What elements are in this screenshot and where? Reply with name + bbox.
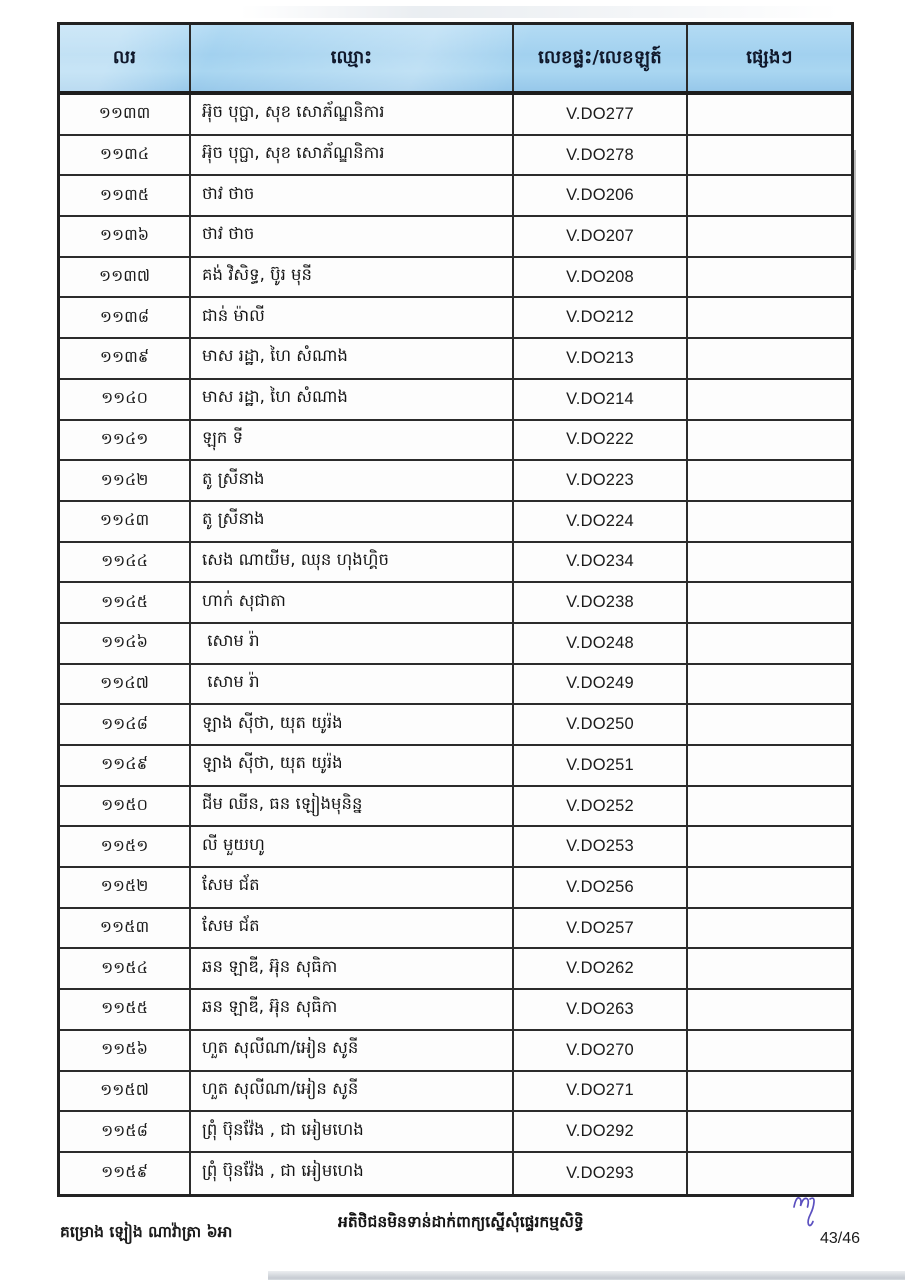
cell-lot: V.DO207: [514, 217, 688, 256]
cell-no: ១១៤២: [60, 461, 191, 500]
cell-name: លី មួយហូ: [191, 827, 514, 866]
cell-no: ១១៣៨: [60, 298, 191, 337]
table-row: [60, 380, 851, 421]
cell-no: ១១៥៧: [60, 1072, 191, 1111]
table-row: [60, 909, 851, 950]
table-row: [60, 217, 851, 258]
page-number: 43/46: [820, 1230, 861, 1247]
cell-lot: V.DO252: [514, 787, 688, 826]
cell-name: ហួត សុលីណា/អៀន សូនី: [191, 1031, 514, 1070]
cell-lot: V.DO208: [514, 258, 688, 297]
footer-project-label: គម្រោង ឡៀង ណាវ៉ាត្រា ៦អា: [60, 1223, 233, 1241]
cell-other: [688, 583, 851, 622]
cell-name: អ៊ុច បុប្ផា, សុខ សោភ័ណ្ឌនិការ: [191, 95, 514, 134]
cell-other: [688, 665, 851, 704]
cell-no: ១១៣៥: [60, 176, 191, 215]
cell-no: ១១៥៣: [60, 909, 191, 948]
cell-no: ១១៥៤: [60, 949, 191, 988]
cell-lot: V.DO224: [514, 502, 688, 541]
cell-other: [688, 909, 851, 948]
cell-lot: V.DO271: [514, 1072, 688, 1111]
table-row: [60, 665, 851, 706]
signature-initials-mark: [791, 1190, 823, 1234]
cell-lot: V.DO213: [514, 339, 688, 378]
cell-lot: V.DO278: [514, 136, 688, 175]
residents-table: [57, 22, 854, 1197]
table-row: [60, 827, 851, 868]
table-row: [60, 1072, 851, 1113]
table-row: [60, 868, 851, 909]
cell-name: សែម ជ័ត: [191, 909, 514, 948]
cell-other: [688, 95, 851, 134]
table-row: [60, 1112, 851, 1153]
table-row: [60, 787, 851, 828]
header-no: លរ: [60, 25, 191, 91]
cell-name: តូ ស្រីនាង: [191, 502, 514, 541]
cell-no: ១១៣៧: [60, 258, 191, 297]
cell-no: ១១៤០: [60, 380, 191, 419]
cell-name: ហាក់ សុជាតា: [191, 583, 514, 622]
cell-other: [688, 176, 851, 215]
cell-no: ១១៣៩: [60, 339, 191, 378]
cell-lot: V.DO206: [514, 176, 688, 215]
cell-other: [688, 217, 851, 256]
cell-no: ១១៤៥: [60, 583, 191, 622]
table-row: [60, 339, 851, 380]
cell-no: ១១៥៦: [60, 1031, 191, 1070]
table-row: [60, 543, 851, 584]
cell-name: ឡាង ស៊ីថា, យុត យូរ៉ង: [191, 746, 514, 785]
cell-other: [688, 258, 851, 297]
cell-other: [688, 543, 851, 582]
cell-no: ១១៥៩: [60, 1153, 191, 1194]
cell-no: ១១៣៦: [60, 217, 191, 256]
cell-lot: V.DO251: [514, 746, 688, 785]
cell-other: [688, 746, 851, 785]
cell-other: [688, 624, 851, 663]
table-row: [60, 583, 851, 624]
cell-no: ១១៥២: [60, 868, 191, 907]
cell-other: [688, 380, 851, 419]
table-row: [60, 95, 851, 136]
cell-name: អ៊ុច បុប្ផា, សុខ សោភ័ណ្ឌនិការ: [191, 136, 514, 175]
table-row: [60, 990, 851, 1031]
cell-no: ១១៤៦: [60, 624, 191, 663]
cell-lot: V.DO256: [514, 868, 688, 907]
cell-other: [688, 1072, 851, 1111]
cell-name: ឆន ឡាឌី, អ៊ុន សុធិកា: [191, 949, 514, 988]
cell-name: មាស រដ្ឋា, ហៃ សំណាង: [191, 339, 514, 378]
cell-no: ១១៥៨: [60, 1112, 191, 1151]
scan-bottom-strip: [268, 1271, 905, 1280]
cell-no: ១១៤៧: [60, 665, 191, 704]
cell-name: តូ ស្រីនាង: [191, 461, 514, 500]
cell-lot: V.DO212: [514, 298, 688, 337]
cell-no: ១១៥០: [60, 787, 191, 826]
scan-smudge: [240, 6, 840, 18]
cell-other: [688, 705, 851, 744]
cell-no: ១១៤៨: [60, 705, 191, 744]
cell-name: សែម ជ័ត: [191, 868, 514, 907]
cell-name: ព្រុំ ប៊ុនវ៉ែង , ជា អៀមហេង: [191, 1153, 514, 1194]
cell-lot: V.DO234: [514, 543, 688, 582]
table-row: [60, 1153, 851, 1194]
cell-name: មាស រដ្ឋា, ហៃ សំណាង: [191, 380, 514, 419]
cell-no: ១១៤៣: [60, 502, 191, 541]
table-row: [60, 176, 851, 217]
cell-name: សោម រ៉ា: [191, 624, 514, 663]
cell-no: ១១៥៥: [60, 990, 191, 1029]
cell-other: [688, 1031, 851, 1070]
cell-name: ថាវ ថាច: [191, 217, 514, 256]
cell-name: ជីម ឈីន, ធន ឡៀងមុនិន្ន: [191, 787, 514, 826]
cell-other: [688, 787, 851, 826]
cell-lot: V.DO249: [514, 665, 688, 704]
header-house-lot-number: លេខផ្ទះ/លេខឡូត៍: [514, 25, 688, 91]
cell-no: ១១៣៤: [60, 136, 191, 175]
cell-no: ១១៣៣: [60, 95, 191, 134]
cell-name: ឡាង ស៊ីថា, យុត យូរ៉ង: [191, 705, 514, 744]
cell-lot: V.DO270: [514, 1031, 688, 1070]
cell-other: [688, 827, 851, 866]
cell-lot: V.DO257: [514, 909, 688, 948]
cell-lot: V.DO214: [514, 380, 688, 419]
table-header-row: [60, 25, 851, 95]
cell-lot: V.DO253: [514, 827, 688, 866]
cell-no: ១១៤៤: [60, 543, 191, 582]
table-row: [60, 136, 851, 177]
cell-other: [688, 339, 851, 378]
table-row: [60, 502, 851, 543]
cell-name: ឡុក ទី: [191, 421, 514, 460]
cell-other: [688, 461, 851, 500]
cell-no: ១១៤១: [60, 421, 191, 460]
cell-other: [688, 990, 851, 1029]
cell-other: [688, 1153, 851, 1194]
cell-lot: V.DO250: [514, 705, 688, 744]
cell-name: ឆន ឡាឌី, អ៊ុន សុធិកា: [191, 990, 514, 1029]
cell-lot: V.DO293: [514, 1153, 688, 1194]
scan-edge-artifact: [854, 150, 856, 270]
table-row: [60, 746, 851, 787]
cell-name: ហួត សុលីណា/អៀន សូនី: [191, 1072, 514, 1111]
cell-lot: V.DO248: [514, 624, 688, 663]
cell-lot: V.DO222: [514, 421, 688, 460]
records-table-body: [60, 95, 851, 1194]
cell-lot: V.DO263: [514, 990, 688, 1029]
footer-note: អតិថិជនមិនទាន់ដាក់ពាក្យស្នើសុំផ្ទេរកម្មសិទ្ធិ: [338, 1213, 584, 1231]
cell-lot: V.DO238: [514, 583, 688, 622]
table-row: [60, 258, 851, 299]
table-row: [60, 298, 851, 339]
cell-no: ១១៥១: [60, 827, 191, 866]
cell-lot: V.DO292: [514, 1112, 688, 1151]
table-row: [60, 421, 851, 462]
table-row: [60, 705, 851, 746]
cell-other: [688, 949, 851, 988]
cell-lot: V.DO223: [514, 461, 688, 500]
cell-other: [688, 1112, 851, 1151]
header-name: ឈ្មោះ: [191, 25, 514, 91]
cell-other: [688, 868, 851, 907]
table-row: [60, 949, 851, 990]
cell-other: [688, 136, 851, 175]
header-others: ផ្សេងៗ: [746, 46, 793, 68]
table-row: [60, 1031, 851, 1072]
table-row: [60, 624, 851, 665]
cell-name: សោម រ៉ា: [191, 665, 514, 704]
cell-lot: V.DO277: [514, 95, 688, 134]
cell-other: [688, 502, 851, 541]
cell-name: គង់ វិសិទ្ធ, ប៊ូរ មុនី: [191, 258, 514, 297]
cell-lot: V.DO262: [514, 949, 688, 988]
cell-name: សេង ណាយីម, ឈុន ហុងហ្គិច: [191, 543, 514, 582]
cell-name: ថាវ ថាច: [191, 176, 514, 215]
cell-other: [688, 421, 851, 460]
cell-name: ជាន់ ម៉ាលី: [191, 298, 514, 337]
cell-other: [688, 298, 851, 337]
table-row: [60, 461, 851, 502]
cell-name: ព្រុំ ប៊ុនវ៉ែង , ជា អៀមហេង: [191, 1112, 514, 1151]
cell-no: ១១៤៩: [60, 746, 191, 785]
